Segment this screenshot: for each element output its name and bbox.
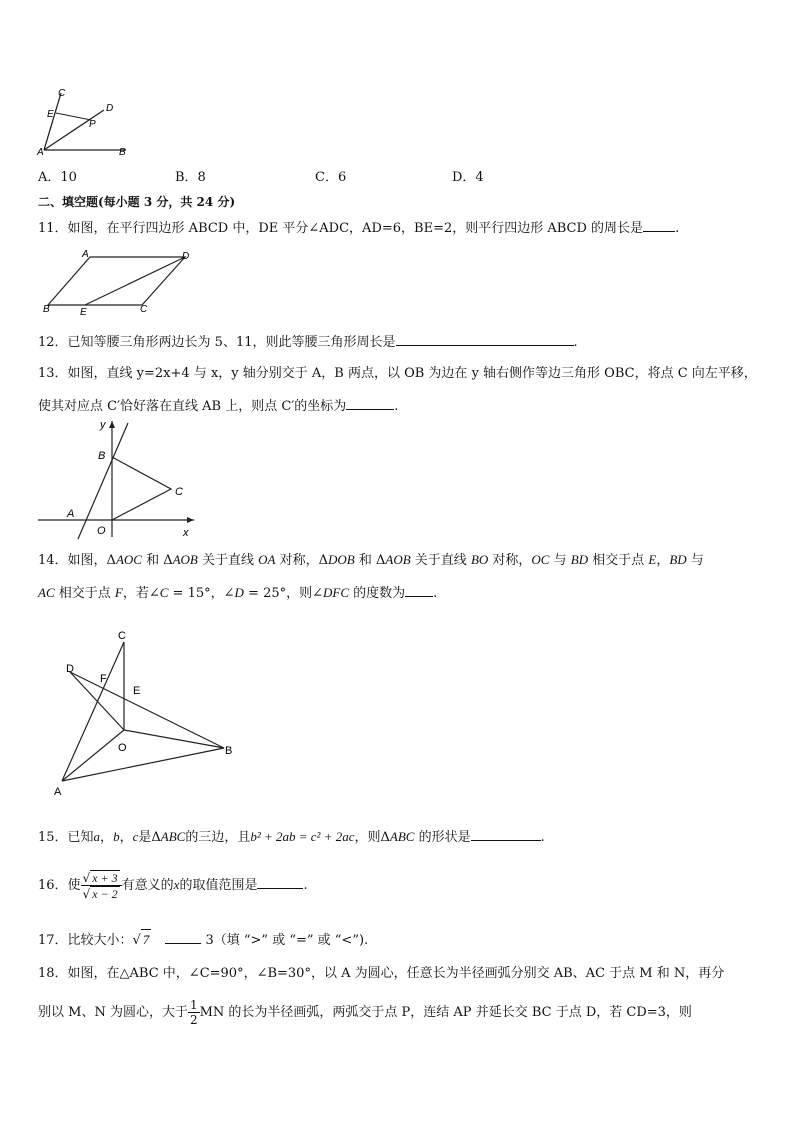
top-angle-figure [36, 85, 136, 160]
q15-question: 15．已知a，b，c是ΔABC的三边，且b² + 2ab = c² + 2ac，则ΔABC 的形状是 . [38, 826, 545, 848]
q14-seg: ，若∠ [122, 586, 160, 601]
q17-sqrt-value: 7 [141, 929, 152, 950]
q10-option-b: B．8 [175, 170, 206, 185]
q15-var: ABC [389, 829, 415, 844]
q14-seg: ， [656, 553, 670, 568]
q13-label-O: O [97, 525, 106, 537]
q16-numerator: x + 3 [92, 871, 118, 885]
q13-label-C: C [175, 486, 183, 498]
q15-seg: 的形状是 [414, 830, 471, 845]
q14-seg: = 15°，∠ [168, 586, 235, 601]
q14-var: AOB [385, 552, 411, 567]
q17-answer-blank [165, 929, 201, 944]
q18-fraction [188, 998, 200, 1027]
q14-var: OA [258, 552, 276, 567]
q18-frac-num: 1 [189, 998, 198, 1012]
q14-triangle-figure [48, 625, 248, 797]
q16-answer-blank [257, 874, 303, 889]
q16-seg: 有意义的 [121, 878, 174, 893]
q11-label-A: A [82, 249, 89, 260]
label-A: A [37, 147, 44, 158]
q11-label-C: C [140, 304, 148, 315]
q14-seg: = 25°，则∠ [243, 586, 323, 601]
label-D: D [106, 103, 114, 114]
label-P: P [89, 119, 96, 130]
q16-end: . [303, 878, 308, 893]
q11-question [38, 217, 679, 239]
q15-seg: 的三边，且 [185, 830, 251, 845]
q14-label-B: B [225, 745, 233, 757]
q15-seg: 15．已知 [38, 830, 94, 845]
q17-seg: 3（填 “>” 或 “=” 或 “<”). [205, 933, 369, 948]
q14-seg: 相交于点 [54, 586, 115, 601]
q14-label-D: D [66, 663, 74, 675]
q14-var: AOB [172, 552, 198, 567]
q14-seg: 关于直线 [197, 553, 259, 568]
q14-var: BO [470, 552, 489, 567]
q14-line-1 [38, 550, 704, 571]
q14-var: OC [531, 552, 550, 567]
q13-label-x: x [183, 527, 189, 539]
q13-label-A: A [67, 508, 75, 520]
q18-seg: 别以 M、N 为圆心，大于 [38, 1005, 188, 1020]
q14-seg: 对称， [488, 553, 532, 568]
q16-seg: 的取值范围是 [179, 878, 258, 893]
q14-answer-blank [405, 582, 433, 597]
label-B: B [119, 147, 126, 158]
q14-var: BD [570, 552, 589, 567]
q14-seg: 和 Δ [354, 553, 386, 568]
q15-end: . [540, 830, 545, 845]
q12-question [38, 331, 578, 353]
q14-seg: 的度数为 [349, 586, 406, 601]
q14-var: F [114, 585, 123, 600]
q11-label-E: E [80, 307, 87, 317]
q14-seg: 对称，Δ [275, 553, 329, 568]
q18-seg: MN 的长为半径画弧，两弧交于点 P，连结 AP 并延长交 BC 于点 D，若 CD=3，则 [199, 1005, 692, 1020]
q14-var: D [234, 585, 244, 600]
q14-line-2 [38, 582, 437, 604]
q13-label-y: y [100, 419, 106, 431]
q13-label-B: B [98, 450, 106, 462]
q14-var: BD [669, 552, 687, 567]
q14-var: AOC [115, 552, 142, 567]
q11-text: 11．如图，在平行四边形 ABCD 中，DE 平分∠ADC，AD=6，BE=2，则平行四边形 ABCD 的周长是 [38, 221, 644, 236]
label-C: C [58, 88, 66, 99]
q10-option-d: D．4 [452, 170, 484, 185]
q11-label-B: B [43, 304, 50, 315]
q11-answer-blank [643, 217, 675, 232]
q14-seg: 和 Δ [141, 553, 173, 568]
q12-answer-blank [396, 331, 574, 346]
q16-fraction: $\frac{√ x + 3}{√ x - 2}$ [81, 870, 122, 901]
q12-end: . [573, 335, 578, 350]
q13-end: . [394, 399, 399, 414]
q14-seg: 相交于点 [588, 553, 649, 568]
q14-seg: 与 [686, 553, 704, 568]
q14-end: . [433, 586, 438, 601]
q15-answer-blank [471, 826, 541, 841]
q14-seg: 关于直线 [410, 553, 471, 568]
q18-line-2 [38, 996, 692, 1030]
q11-end: . [675, 221, 680, 236]
q14-var: DOB [328, 552, 355, 567]
q13-answer-blank [346, 395, 394, 410]
q15-seg: 是Δ [138, 830, 161, 845]
q14-var: DFC [323, 585, 349, 600]
q12-text: 12．已知等腰三角形两边长为 5、11，则此等腰三角形周长是 [38, 335, 396, 350]
q14-var: E [648, 552, 657, 567]
q16-question [38, 866, 308, 905]
q13-text: 使其对应点 C′恰好落在直线 AB 上，则点 C′的坐标为 [38, 399, 347, 414]
q15-var-b: b [113, 829, 120, 844]
q15-var-a: a [93, 829, 101, 844]
section-2-title: 二、填空题(每小题 3 分，共 24 分) [38, 195, 236, 209]
q14-label-E: E [133, 685, 141, 697]
q10-option-c: C．6 [315, 170, 347, 185]
q14-seg: 与 [549, 553, 571, 568]
q16-seg: 16．使 [38, 878, 81, 893]
q16-denominator: x − 2 [92, 887, 118, 901]
q14-label-F: F [100, 673, 107, 685]
q11-parallelogram-figure [40, 245, 200, 317]
q13-coordinate-figure [36, 415, 201, 540]
q15-var-c: c [132, 829, 139, 844]
q17-question: 17．比较大小：√ 7 3（填 “>” 或 “=” 或 “<”). [38, 929, 368, 951]
label-E: E [47, 109, 54, 120]
q15-equation: b² + 2ab = c² + 2ac [250, 829, 355, 844]
q14-label-C: C [118, 630, 126, 642]
q11-label-D: D [182, 251, 190, 262]
q13-line-2 [38, 395, 398, 417]
q14-var: C [159, 585, 169, 600]
q15-seg: ，则Δ [354, 830, 390, 845]
q14-label-O: O [118, 742, 127, 754]
q18-line-1: 18．如图，在△ABC 中，∠C=90°，∠B=30°，以 A 为圆心，任意长为半径画弧分别交 AB、AC 于点 M 和 N，再分 [38, 966, 725, 981]
q17-seg: 17．比较大小： [38, 933, 133, 948]
q14-var: AC [38, 585, 55, 600]
q14-seg: 14．如图，Δ [38, 553, 116, 568]
q15-var: ABC [160, 829, 186, 844]
q10-option-a: A．10 [38, 170, 77, 185]
q18-frac-den: 2 [189, 1013, 198, 1027]
q16-var-x: x [173, 877, 180, 892]
q14-label-A: A [54, 786, 62, 797]
q13-line-1: 13．如图，直线 y=2x+4 与 x，y 轴分别交于 A，B 两点，以 OB 为边在 y 轴右侧作等边三角形 OBC，将点 C 向左平移， [38, 366, 757, 381]
